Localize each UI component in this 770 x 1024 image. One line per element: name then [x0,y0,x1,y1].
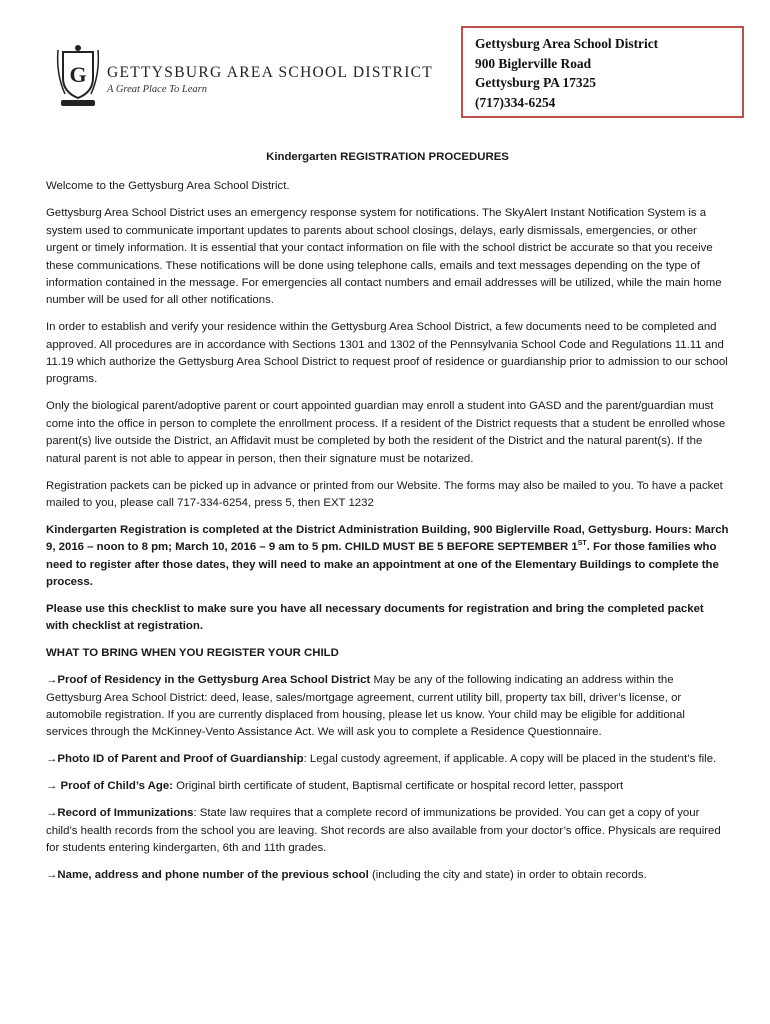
address-line: 900 Biglerville Road [475,55,592,71]
registration-notice [46,522,729,592]
list-item [46,672,729,742]
svg-text:G: G [69,62,87,87]
registration-notice-sup: ST [577,540,587,548]
logo-district-name: GETTYSBURG AREA SCHOOL DISTRICT [107,64,434,81]
list-item [46,778,729,795]
item-text: : State law requires that a complete record of immunizations be provided. You can get a copy of your child’s health records from the school you are leaving. Shot records are also available from your doctor’s office. Physicals are required for students entering kindergarten, 6th and 11th grades. [46,807,721,854]
enrollment-paragraph: Only the biological parent/adoptive parent or court appointed guardian may enroll a student into GASD and the parent/guardian must come into the office in person to complete the enrollment process. If a resident of the District requests that a student be enrolled whose parent(s) live outside the District, an Affidavit must be completed by both the resident of the District and the natural parent(s). If the natural parent is not able to appear in person, then their signature must be notarized. [46,400,726,465]
item-text: May be any of the following indicating an address within the Gettysburg Area School District: deed, lease, sales/mortgage agreement, current utility bill, property tax bill, driver’s license, or automobile registration. If you are currently displaced from housing, please let us know. Your child may be eligible for additional services through the McKinney-Vento Assistance Act. We will ask you to complete a Residence Questionnaire. [46,674,685,739]
address-line: Gettysburg Area School District [475,36,659,51]
checklist-note: Please use this checklist to make sure you have all necessary documents for registration and bring the completed packet with checklist at registration. [46,602,704,633]
item-label: →Record of Immunizations [46,807,194,820]
document-body [46,149,729,894]
item-label: →Proof of Residency in the Gettysburg Area School District [46,674,371,687]
residence-paragraph: In order to establish and verify your residence within the Gettysburg Area School District, a few documents need to be completed and approved. All procedures are in accordance with Sections 1301 and 1302 of the Pennsylvania School Code and Regulations 11.11 and 11.19 which authorize the Gettysburg Area School District to request proof of residence or guardianship prior to admission to our school programs. [46,321,728,386]
item-text: : Legal custody agreement, if applicable. A copy will be placed in the student’s file. [303,753,717,766]
list-item [46,751,729,768]
item-label: → Proof of Child’s Age: [46,780,173,793]
page-title: Kindergarten REGISTRATION PROCEDURES [266,151,509,163]
bring-heading: WHAT TO BRING WHEN YOU REGISTER YOUR CHILD [46,647,339,660]
district-crest-icon [55,44,101,110]
packets-paragraph: Registration packets can be picked up in advance or printed from our Website. The forms may also be mailed to you. To have a packet mailed to you, please call 717-334-6254, press 5, then EXT 1232 [46,479,723,509]
registration-notice-text: Kindergarten Registration is completed at the District Administration Building, 900 Biglerville Road, Gettysburg. Hours: March 9, 2016 – noon to 8 pm; March 10, 2016 – 9 am to 5 pm. CHILD MUST BE 5 BEFORE SEPTEMBER 1 [46,523,729,554]
address-line: Gettysburg PA 17325 [475,75,597,90]
item-text: Original birth certificate of student, Baptismal certificate or hospital record letter, passport [172,780,624,793]
item-label: →Name, address and phone number of the previous school [46,868,369,881]
item-text: (including the city and state) in order to obtain records. [368,868,647,881]
list-item [46,805,729,857]
address-line: (717)334-6254 [475,94,556,110]
skyalert-paragraph: Gettysburg Area School District uses an emergency response system for notifications. The SkyAlert Instant Notification System is a system used to communicate important updates to parents about school closings, delays, early dismissals, emergencies, or other urgent or timely information. It is essential that your contact information on file with the school district be accurate so that you receive these communications. These notifications will be done using telephone calls, emails and text messages depending on the type of information contained in the message. For emergencies all contact numbers and email addresses will be utilized, while the main home number will be used for all other notifications. [46,207,722,307]
list-item [46,867,729,884]
logo-tagline: A Great Place To Learn [107,84,207,95]
district-logo [55,44,434,114]
address-box [461,26,744,118]
registration-notice-text-end: . For those families who need to register after those dates, they will need to make an appointment at one of the Elementary Buildings to complete the process. [46,541,719,589]
item-label: →Photo ID of Parent and Proof of Guardianship [46,753,304,766]
welcome-text: Welcome to the Gettysburg Area School District. [46,180,290,193]
